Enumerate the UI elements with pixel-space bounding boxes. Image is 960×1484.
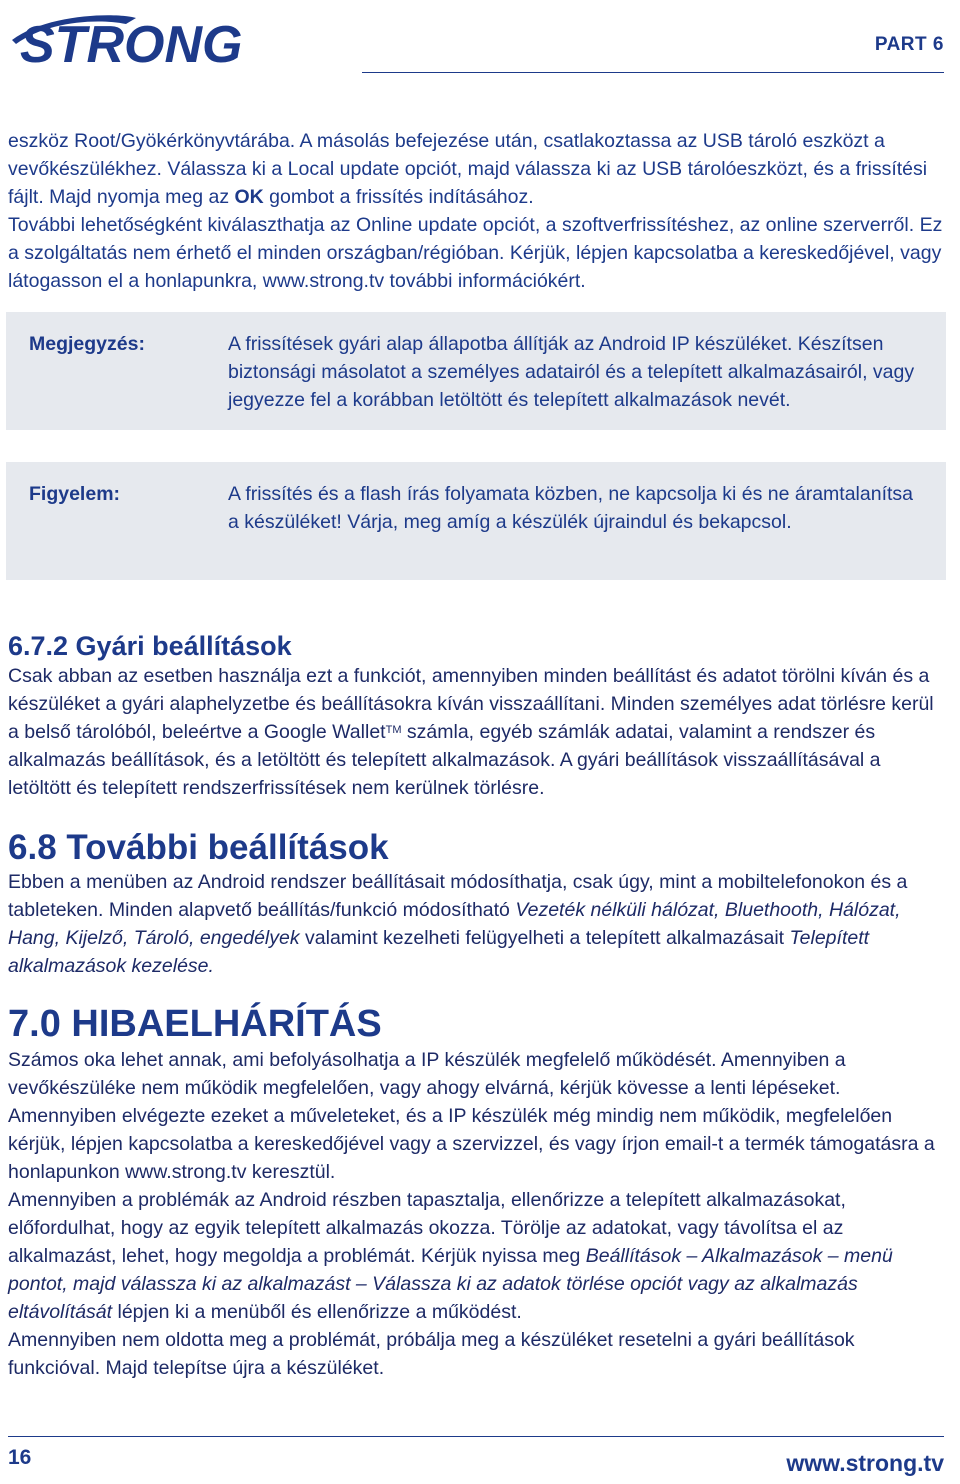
warning-box [6, 462, 946, 580]
note-box [6, 312, 946, 430]
header-divider [362, 72, 944, 73]
svg-text:STRONG: STRONG [20, 16, 243, 68]
ok-key-label: OK [234, 186, 264, 208]
section-heading-672: 6.7.2 Gyári beállítások [8, 631, 292, 661]
section-68-text: Ebben a menüben az Android rendszer beállításait módosíthatja, csak úgy, mint a mobiltelefonokon és a tableteken. Minden alapvető beállítás/funkció módosítható Vezeték nélküli hálózat, Bluethooth, Hálózat, Hang, Kijelző, Tároló, engedélyek valamint kezelheti felügyelheti a telepített alkalmazásait Telepített alkalmazások kezelése. [8, 871, 908, 977]
warning-text: A frissítés és a flash írás folyamata közben, ne kapcsolja ki és ne áramtalanítsa a készüléket! Várja, meg amíg a készülék újraindul és bekapcsol. [228, 483, 914, 533]
intro-section [8, 127, 948, 295]
section-factory-reset [8, 630, 948, 802]
section-troubleshooting [8, 1002, 948, 1382]
part-label: PART 6 [874, 34, 944, 55]
troubleshooting-paragraph-1: Számos oka lehet annak, ami befolyásolhatja a IP készülék megfelelő működését. Amennyiben a vevőkészüléke nem működik megfelelően, vagy ahogy elvárná, kérjük kövesse a lenti lépéseket. Amennyiben elvégezte ezeket a műveleteket, és a IP készülék még mindig nem működik, megfelelően kérjük, lépjen kapcsolatba a kereskedőjével vagy a szervizzel, és vagy írjon email-t a termék támogatásra a honlapunkon www.strong.tv keresztül. [8, 1049, 935, 1183]
page-number: 16 [8, 1446, 32, 1469]
section-672-text: Csak abban az esetben használja ezt a funkciót, amennyiben minden beállítást és adatot törölni kíván és a készüléket a gyári alaphelyzetbe és beállításokra kíván visszaállítani. Minden személyes adat törlésre kerül a belső tárolóból, beleértve a Google Wallet™ számla, egyéb számlák adatai, valamint a rendszer és alkalmazás beállítások, és a letöltött és telepített alkalmazások. A gyári beállítások visszaállításával a letöltött és telepített rendszerfrissítések nem kerülnek törlésre. [8, 665, 934, 799]
warning-label: Figyelem: [29, 483, 121, 505]
website-link[interactable]: www.strong.tv [786, 1450, 944, 1476]
section-heading-70: 7.0 HIBAELHÁRÍTÁS [8, 1003, 382, 1045]
strong-logo [6, 10, 310, 68]
intro-paragraph-2: További lehetőségként kiválaszthatja az Online update opciót, a szoftverfrissítéshez, az online szerverről. Ez a szolgáltatás nem érhető el minden országban/régióban. Kérjük, lépjen kapcsolatba a kereskedőjével, vagy látogasson el a honlapunkra, www.strong.tv további információkért. [8, 214, 943, 292]
troubleshooting-paragraph-2: Amennyiben a problémák az Android részben tapasztalja, ellenőrizze a telepített alkalmazásokat, előfordulhat, hogy az egyik telepített alkalmazás okozza. Törölje az adatokat, vagy távolítsa el az alkalmazást, lehet, hogy megoldja a problémát. Kérjük nyissa meg Beállítások – Alkalmazások – menü pontot, majd válassza ki az alkalmazást – Válassza ki az adatok törlése opciót vagy az alkalmazás eltávolítását lépjen ki a menüből és ellenőrizze a működést. [8, 1189, 893, 1323]
troubleshooting-paragraph-3: Amennyiben nem oldotta meg a problémát, próbálja meg a készüléket resetelni a gyári beállítások funkcióval. Majd telepítse újra a készüléket. [8, 1329, 855, 1379]
section-more-settings [8, 828, 948, 980]
note-text: A frissítések gyári alap állapotba állítják az Android IP készüléket. Készítsen biztonsági másolatot a személyes adatairól és a telepített alkalmazásairól, vagy jegyezze fel a korábban letöltött és telepített alkalmazások nevét. [228, 333, 915, 411]
intro-paragraph-1: eszköz Root/Gyökérkönyvtárába. A másolás befejezése után, csatlakoztassa az USB tároló eszközt a vevőkészülékhez. Válassza ki a Local update opciót, majd válassza ki az USB tárolóeszközt, és a frissítési fájlt. Majd nyomja meg az OK gombot a frissítés indításához. [8, 130, 928, 208]
footer-divider [8, 1436, 944, 1437]
note-label: Megjegyzés: [29, 333, 145, 355]
section-heading-68: 6.8 További beállítások [8, 828, 389, 867]
